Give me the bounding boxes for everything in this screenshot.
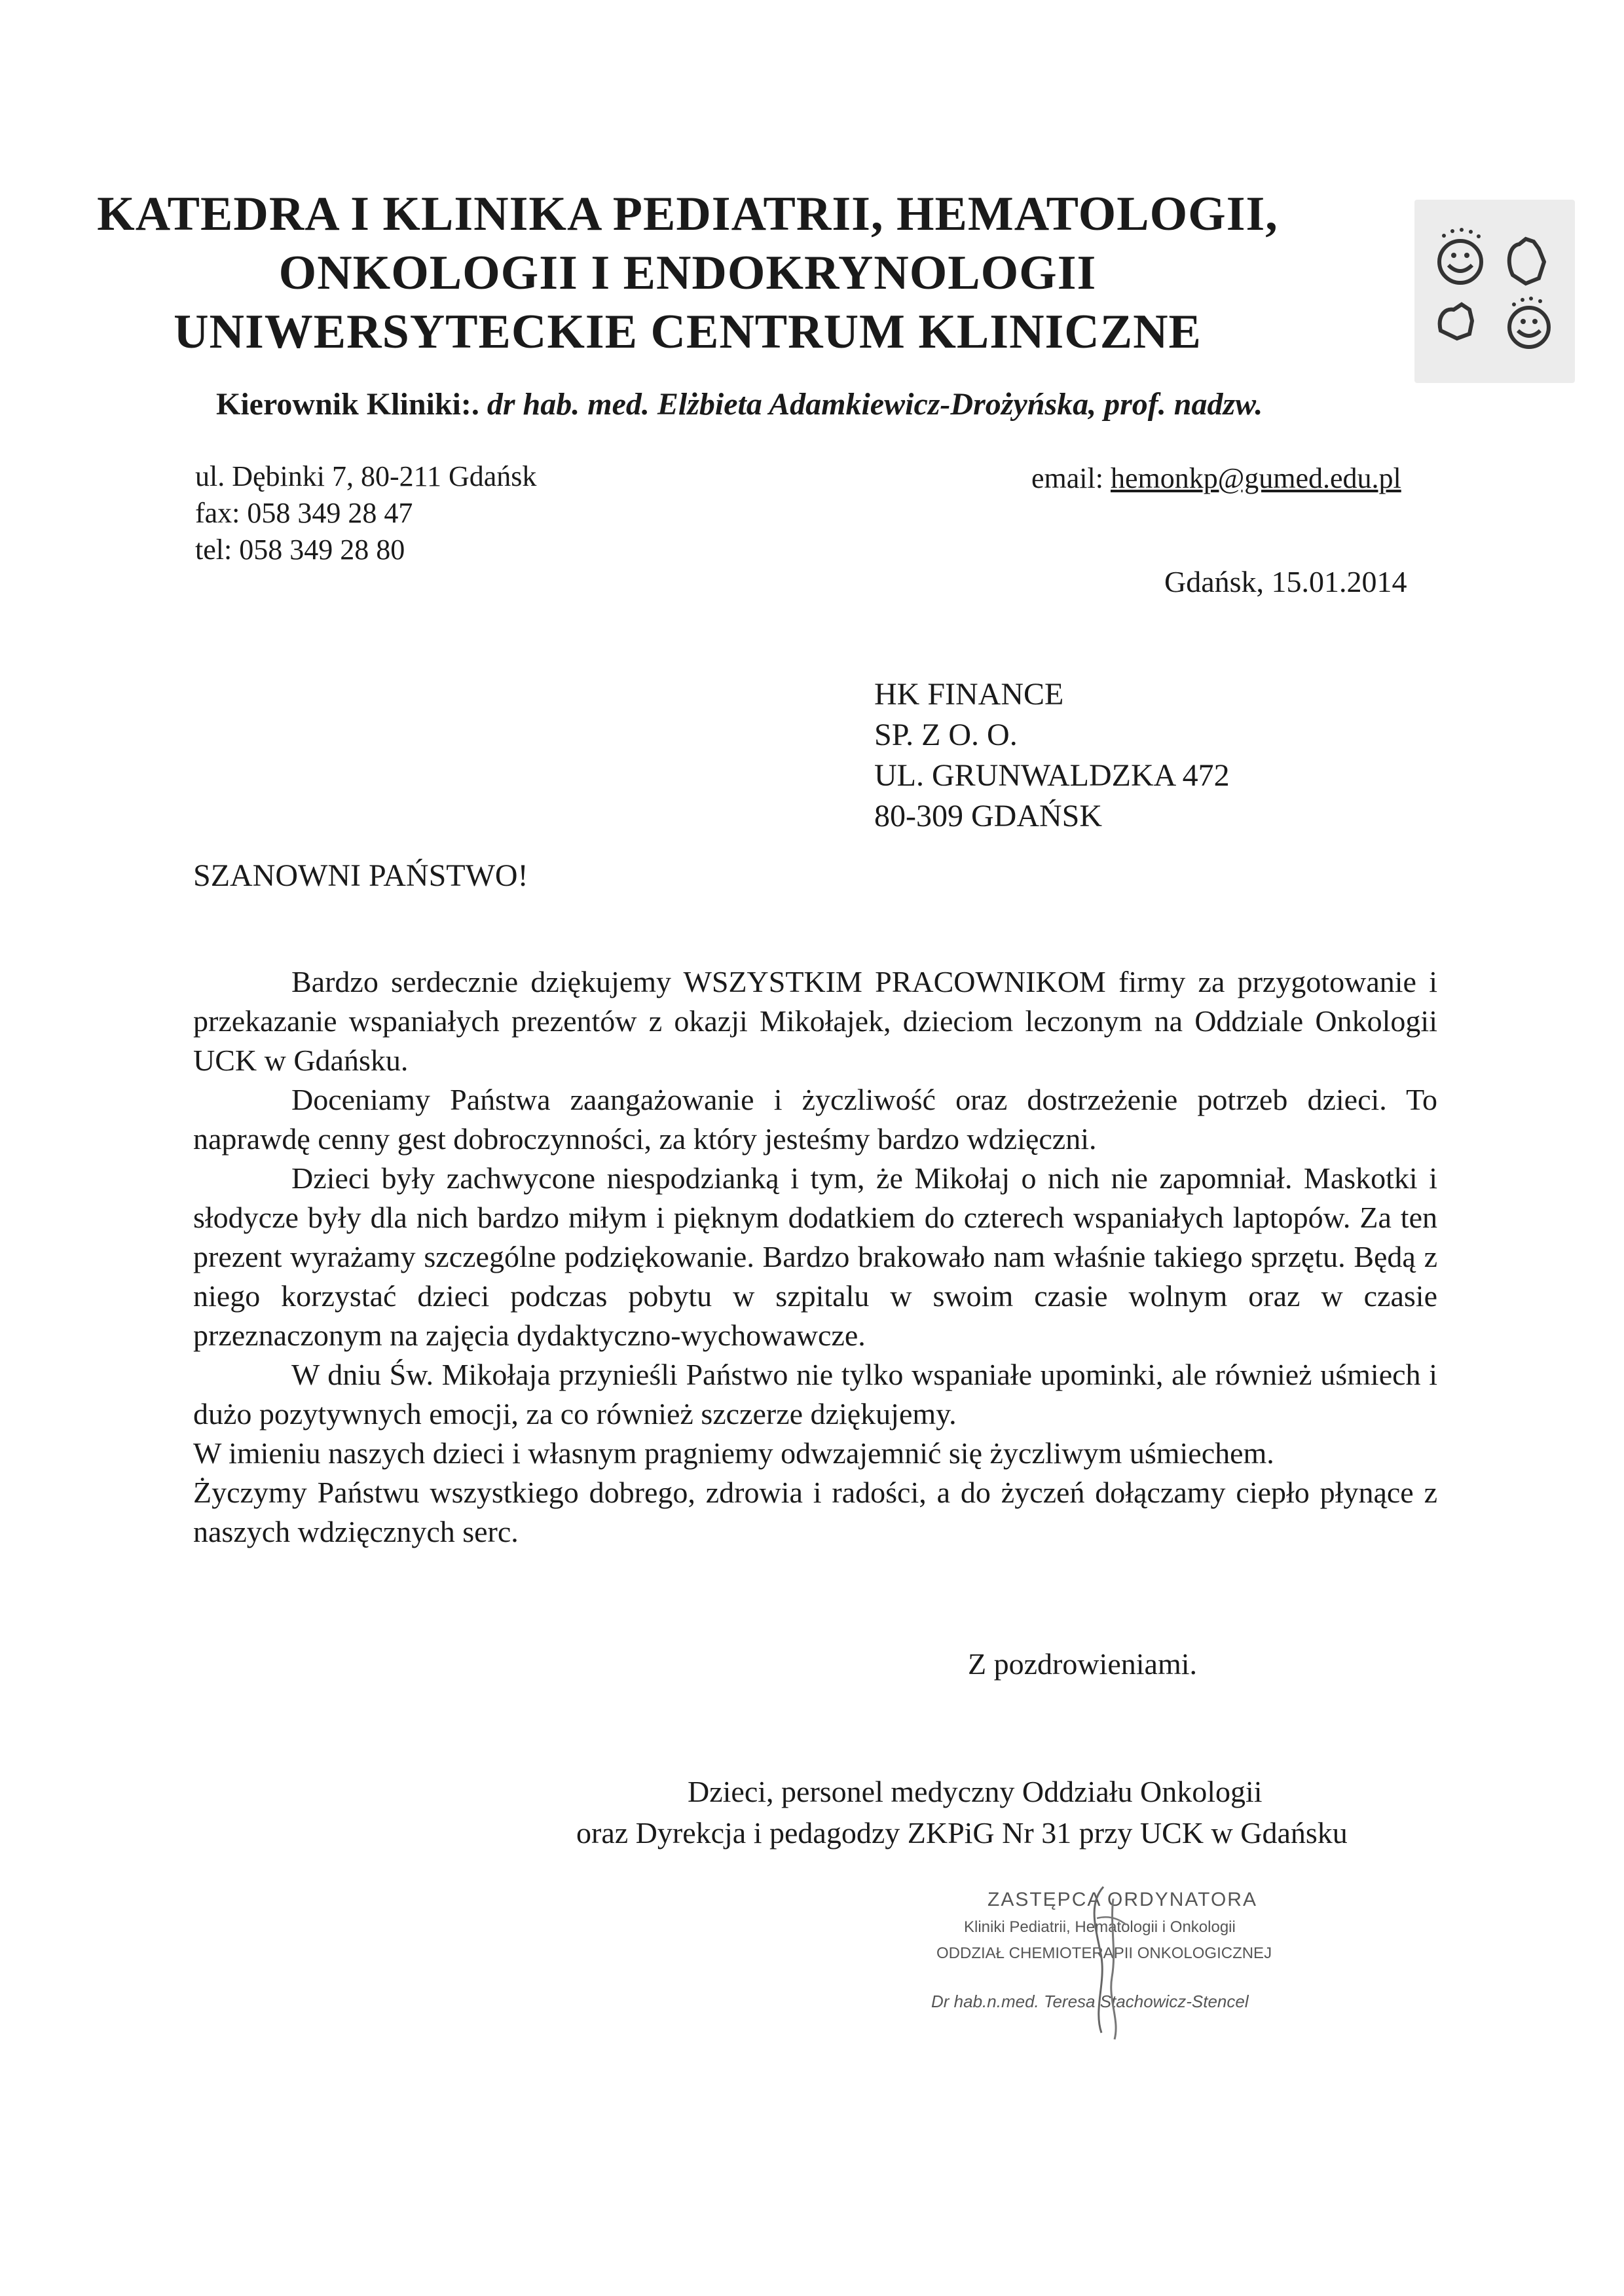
body-paragraph-6: Życzymy Państwu wszystkiego dobrego, zdrowia i radości, a do życzeń dołączamy ciepło płynące z naszych wdzięcznych serc.	[193, 1476, 1437, 1548]
street-address: ul. Dębinki 7, 80-211 Gdańsk	[195, 460, 537, 492]
recipient-address	[874, 674, 1230, 837]
stamp-line-4: Dr hab.n.med. Teresa Stachowicz-Stencel	[931, 1992, 1249, 2011]
signature-line-1: Dzieci, personel medyczny Oddziału Onkologii	[688, 1775, 1263, 1808]
stamp-line-1: ZASTĘPCA ORDYNATORA	[987, 1889, 1257, 1910]
header-line-3: UNIWERSYTECKIE CENTRUM KLINICZNE	[174, 305, 1202, 359]
tel-number: tel: 058 349 28 80	[195, 534, 405, 566]
body-paragraph-5: W imieniu naszych dzieci i własnym pragniemy odwzajemnić się życzliwym uśmiechem.	[193, 1436, 1274, 1470]
email-address: hemonkp@gumed.edu.pl	[1110, 462, 1401, 494]
recipient-line-1: HK FINANCE	[874, 677, 1064, 712]
closing: Z pozdrowieniami.	[968, 1647, 1198, 1681]
stamp-line-2: Kliniki Pediatrii, Hematologii i Onkologii	[964, 1918, 1236, 1936]
clinic-logo-icon	[1414, 200, 1575, 383]
director-name: dr hab. med. Elżbieta Adamkiewicz-Drożyńska, prof. nadzw.	[487, 387, 1263, 422]
clinic-logo	[1414, 200, 1575, 383]
stamp-line-3: ODDZIAŁ CHEMIOTERAPII ONKOLOGICZNEJ	[936, 1944, 1272, 1962]
email-line	[1031, 462, 1401, 495]
recipient-line-4: 80-309 GDAŃSK	[874, 799, 1102, 833]
letter-body	[193, 962, 1437, 1552]
header-line-1: KATEDRA I KLINIKA PEDIATRII, HEMATOLOGII,	[97, 187, 1278, 241]
body-paragraph-4: W dniu Św. Mikołaja przynieśli Państwo nie tylko wspaniałe upominki, ale również uśmiech i dużo pozytywnych emocji, za co również szczerze dziękujemy.	[193, 1358, 1437, 1430]
letter-date: Gdańsk, 15.01.2014	[1164, 565, 1407, 598]
clinic-address	[195, 458, 536, 568]
header-line-2: ONKOLOGII I ENDOKRYNOLOGII	[278, 246, 1097, 300]
salutation: SZANOWNI PAŃSTWO!	[193, 858, 528, 893]
fax-number: fax: 058 349 28 47	[195, 497, 413, 529]
body-paragraph-1: Bardzo serdecznie dziękujemy WSZYSTKIM PRACOWNIKOM firmy za przygotowanie i przekazanie wspaniałych prezentów z okazji Mikołajek, dzieciom leczonym na Oddziale Onkologii UCK w Gdańsku.	[193, 965, 1437, 1077]
recipient-line-3: UL. GRUNWALDZKA 472	[874, 758, 1230, 793]
clinic-director	[216, 386, 1263, 422]
director-label: Kierownik Kliniki:.	[216, 387, 479, 422]
recipient-line-2: SP. Z O. O.	[874, 718, 1018, 752]
body-paragraph-3: Dzieci były zachwycone niespodzianką i tym, że Mikołaj o nich nie zapomniał. Maskotki i słodycze były dla nich bardzo miłym i pięknym dodatkiem do czterech wspaniałych laptopów. Za ten prezent wyrażamy szczególne podziękowanie. Bardzo brakowało nam właśnie takiego sprzętu. Będą z niego korzystać dzieci podczas pobytu w szpitalu w swoim czasie wolnym oraz w czasie przeznaczonym na zajęcia dydaktyczno-wychowawcze.	[193, 1161, 1437, 1352]
handwritten-signature	[930, 1879, 1297, 2049]
body-paragraph-2: Doceniamy Państwa zaangażowanie i życzliwość oraz dostrzeżenie potrzeb dzieci. To naprawdę cenny gest dobroczynności, za który jesteśmy bardzo wdzięczni.	[193, 1083, 1437, 1156]
signature-line-2: oraz Dyrekcja i pedagodzy ZKPiG Nr 31 przy UCK w Gdańsku	[576, 1816, 1348, 1850]
email-label: email:	[1031, 462, 1103, 494]
